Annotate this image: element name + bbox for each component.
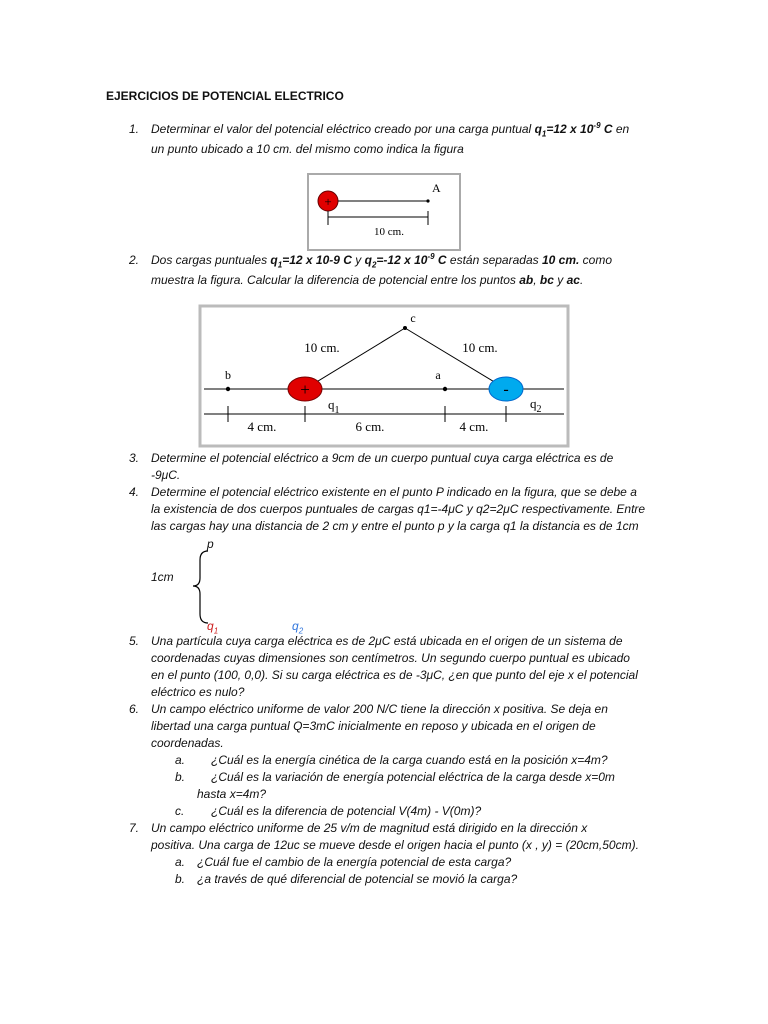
exercise-6b-text: ¿Cuál es la variación de energía potencial eléctrica de la carga desde x=0m	[211, 770, 615, 784]
q1-exp: -9	[593, 121, 601, 130]
exercise-4-number: 4.	[129, 485, 140, 499]
exercise-6a-label: a.	[175, 753, 186, 767]
ex2-q2-label: q	[364, 253, 372, 267]
charge-q2-sign: -	[503, 381, 509, 398]
exercise-7b-label: b.	[175, 872, 186, 886]
exercise-7-line1: Un campo eléctrico uniforme de 25 v/m de magnitud está dirigido en la dirección x	[151, 821, 588, 835]
q1-letter: q	[328, 397, 335, 412]
exercise-6-line2: libertad una carga puntual Q=3mC inicialmente en reposo y ubicada en el origen de	[151, 719, 596, 733]
ex2-bc: bc	[539, 273, 554, 287]
ex2-q1-sub: 1	[277, 260, 283, 270]
exercise-6c-label: c.	[175, 804, 185, 818]
point-b-dot	[226, 387, 230, 391]
page-title: EJERCICIOS DE POTENCIAL ELECTRICO	[106, 89, 344, 103]
segment-3-label: 4 cm.	[459, 419, 489, 434]
point-c-label: c	[410, 311, 416, 325]
q1-letter-ex4: q	[207, 619, 214, 633]
q1-value: =12 x 10	[546, 122, 594, 136]
ex2-separation: 10 cm.	[541, 253, 580, 267]
q1-sub-ex4: 1	[213, 626, 219, 636]
exercise-6c-text: ¿Cuál es la diferencia de potencial V(4m) - V(0m)?	[211, 804, 482, 818]
ex2-ab: ab	[519, 273, 534, 287]
ex2-y: y	[553, 273, 567, 287]
left-distance-label: 10 cm.	[304, 340, 340, 355]
q1-subscript: 1	[334, 405, 340, 416]
point-a-label: a	[435, 368, 441, 382]
ex2-text-b: están separadas	[446, 253, 542, 267]
exercise-6b-label: b.	[175, 770, 186, 784]
exercise-5-line4: eléctrico es nulo?	[151, 685, 245, 699]
point-b-label: b	[225, 368, 231, 382]
point-a-dot	[426, 199, 429, 202]
exercise-7-line2: positiva. Una carga de 12uc se mueve desde el origen hacia el punto (x , y) = (20cm,50cm).	[151, 838, 639, 852]
figure-2	[198, 304, 570, 448]
exercise-5-line2: coordenadas cuyas dimensiones son centímetros. Un segundo cuerpo puntual es ubicado	[151, 651, 630, 665]
exercise-4-line1: Determine el potencial eléctrico existente en el punto P indicado en la figura, que se debe a	[151, 485, 637, 499]
point-p-label: p	[207, 537, 214, 551]
ex2-q1-label: q	[270, 253, 278, 267]
exercise-6a-text: ¿Cuál es la energía cinética de la carga cuando está en la posición x=4m?	[211, 753, 608, 767]
ex2-comma: ,	[533, 273, 540, 287]
point-a-dot	[443, 387, 447, 391]
point-a-label: A	[432, 181, 441, 195]
exercise-1-text-end: en	[612, 122, 630, 136]
right-distance-label: 10 cm.	[462, 340, 498, 355]
curly-brace	[190, 548, 212, 628]
ex2-line2-text: muestra la figura. Calcular la diferencia de potencial entre los puntos	[151, 273, 520, 287]
q1-label: q	[534, 122, 542, 136]
ex2-q2-value: =-12 x 10	[376, 253, 428, 267]
exercise-7-number: 7.	[129, 821, 140, 835]
q2-subscript: 2	[536, 404, 542, 415]
charge-sign: +	[324, 194, 332, 209]
ex2-text-c: como	[579, 253, 613, 267]
ex2-q2-unit: C	[434, 253, 447, 267]
exercise-5-number: 5.	[129, 634, 140, 648]
segment-1-label: 4 cm.	[247, 419, 277, 434]
ex2-period: .	[579, 273, 584, 287]
exercise-7b-text: ¿a través de qué diferencial de potencial se movió la carga?	[197, 872, 518, 886]
ex2-ac: ac	[566, 273, 580, 287]
exercise-6-line1: Un campo eléctrico uniforme de valor 200 N/C tiene la dirección x positiva. Se deja en	[151, 702, 608, 716]
exercise-5-line3: en el punto (100, 0,0). Si su carga eléctrica es de -3μC, ¿en que punto del eje x el potencial	[151, 668, 638, 682]
charge-q1-sign: +	[300, 380, 310, 399]
figure-1	[307, 173, 461, 251]
exercise-2-text: Dos cargas puntuales	[151, 253, 271, 267]
exercise-3-line2: -9μC.	[151, 468, 181, 482]
exercise-2-line2	[151, 272, 711, 289]
exercise-6b-text2: hasta x=4m?	[197, 787, 267, 801]
exercise-5-line1: Una partícula cuya carga eléctrica es de 2μC está ubicada en el origen de un sistema de	[151, 634, 623, 648]
ex2-q2-exp: -9	[427, 252, 435, 261]
exercise-3-line1: Determine el potencial eléctrico a 9cm de un cuerpo puntual cuya carga eléctrica es de	[151, 451, 614, 465]
exercise-1-line1	[151, 121, 691, 138]
exercise-7a-text: ¿Cuál fue el cambio de la energía potencial de esta carga?	[197, 855, 512, 869]
brace-path	[193, 551, 208, 623]
q1-sub: 1	[541, 129, 547, 139]
exercise-4-line2: la existencia de dos cuerpos puntuales de cargas q1=-4μC y q2=2μC respectivamente. Entre	[151, 502, 646, 516]
exercise-1-number: 1.	[129, 122, 140, 136]
segment-2-label: 6 cm.	[355, 419, 385, 434]
q2-letter-ex4: q	[292, 619, 299, 633]
ex2-and: y	[351, 253, 365, 267]
exercise-6-line3: coordenadas.	[151, 736, 224, 750]
exercise-3-number: 3.	[129, 451, 140, 465]
exercise-1-text: Determinar el valor del potencial eléctrico creado por una carga puntual	[151, 122, 535, 136]
exercise-6-number: 6.	[129, 702, 140, 716]
q1-unit: C	[600, 122, 613, 136]
q2-letter: q	[530, 396, 537, 411]
exercise-2-number: 2.	[129, 253, 140, 267]
distance-1cm-label: 1cm	[151, 570, 174, 584]
distance-label: 10 cm.	[374, 226, 404, 238]
ex2-q2-sub: 2	[371, 260, 377, 270]
exercise-1-line2: un punto ubicado a 10 cm. del mismo como indica la figura	[151, 142, 464, 156]
q2-sub-ex4: 2	[298, 626, 304, 636]
exercise-4-line3: las cargas hay una distancia de 2 cm y entre el punto p y la carga q1 la distancia es de 1cm	[151, 519, 639, 533]
ex2-q1-value: =12 x 10-9 C	[282, 253, 352, 267]
exercise-2-line1	[151, 252, 711, 269]
exercise-7a-label: a.	[175, 855, 186, 869]
